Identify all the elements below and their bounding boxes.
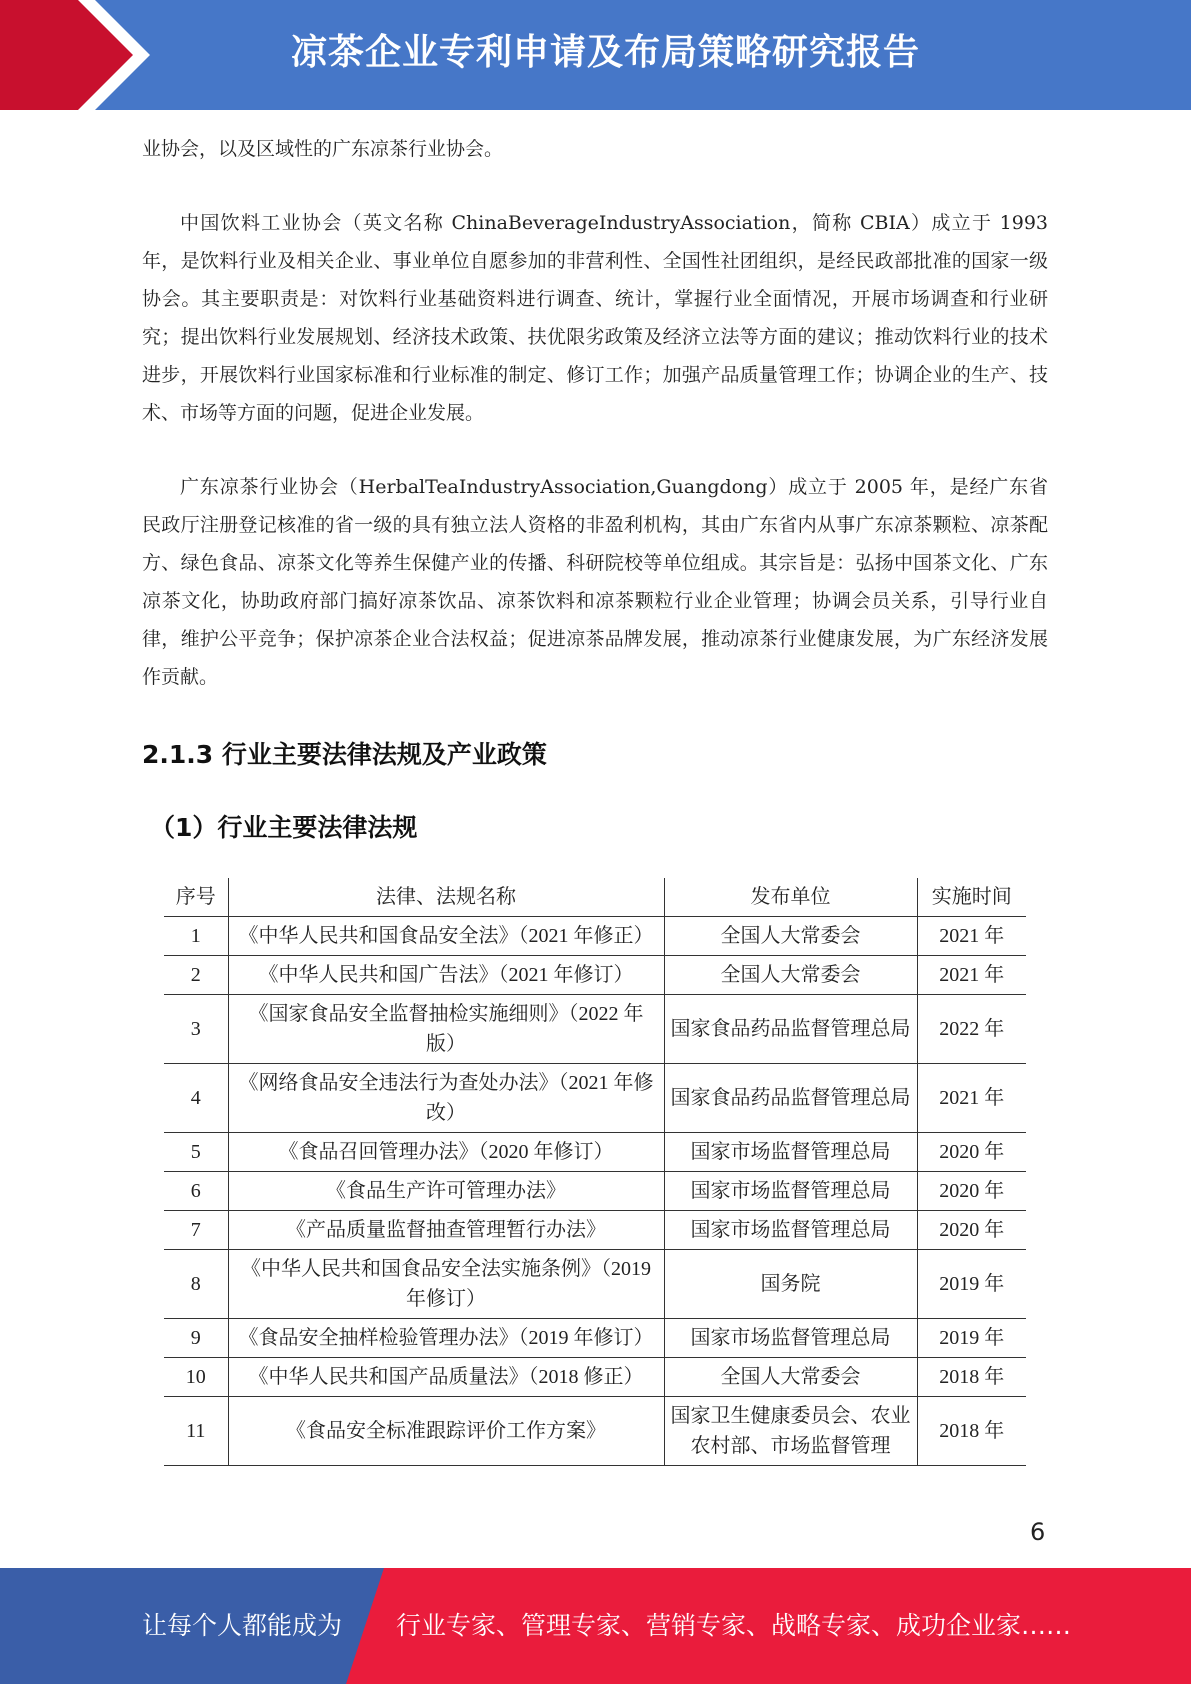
cell-issuer: 全国人大常委会 (664, 917, 917, 956)
cell-index: 1 (164, 917, 228, 956)
cell-date: 2018 年 (917, 1358, 1026, 1397)
cell-law-name: 《食品召回管理办法》（2020 年修订） (228, 1133, 664, 1172)
cell-index: 9 (164, 1319, 228, 1358)
cell-issuer: 国家市场监督管理总局 (664, 1319, 917, 1358)
cell-law-name: 《产品质量监督抽查管理暂行办法》 (228, 1211, 664, 1250)
cell-issuer: 国家市场监督管理总局 (664, 1211, 917, 1250)
cell-issuer: 全国人大常委会 (664, 1358, 917, 1397)
table-row (164, 1319, 1026, 1358)
header-index: 序号 (164, 878, 228, 917)
header-effective-date: 实施时间 (917, 878, 1026, 917)
page-footer (0, 1568, 1191, 1684)
cell-date: 2020 年 (917, 1172, 1026, 1211)
cell-issuer: 国家市场监督管理总局 (664, 1133, 917, 1172)
cell-law-name: 《食品生产许可管理办法》 (228, 1172, 664, 1211)
page-number: 6 (1030, 1518, 1046, 1546)
cell-law-name: 《国家食品安全监督抽检实施细则》（2022 年版） (228, 995, 664, 1064)
table-header-row (164, 878, 1026, 917)
cell-law-name: 《中华人民共和国广告法》（2021 年修订） (228, 956, 664, 995)
cell-index: 2 (164, 956, 228, 995)
cell-law-name: 《中华人民共和国食品安全法实施条例》（2019 年修订） (228, 1250, 664, 1319)
cell-issuer: 国家食品药品监督管理总局 (664, 995, 917, 1064)
cell-date: 2019 年 (917, 1319, 1026, 1358)
cell-issuer: 国家市场监督管理总局 (664, 1172, 917, 1211)
table-row (164, 1172, 1026, 1211)
cell-issuer: 国家食品药品监督管理总局 (664, 1064, 917, 1133)
paragraph-continuation: 业协会，以及区域性的广东凉茶行业协会。 (142, 138, 504, 160)
subsection-heading: （1）行业主要法律法规 (150, 813, 418, 842)
cell-index: 7 (164, 1211, 228, 1250)
cell-issuer: 全国人大常委会 (664, 956, 917, 995)
paragraph-guangdong-association: 广东凉茶行业协会（HerbalTeaIndustryAssociation,Guangdong）成立于 2005 年，是经广东省民政厅注册登记核准的省一级的具有独立法人资格的非盈利机构，其由广东省内从事广东凉茶颗粒、凉茶配方、绿色食品、凉茶文化等养生保健产业的传播、科研院校等单位组成。其宗旨是：弘扬中国茶文化、广东凉茶文化，协助政府部门搞好凉茶饮品、凉茶饮料和凉茶颗粒行业企业管理；协调会员关系，引导行业自律，维护公平竞争；保护凉茶企业合法权益；促进凉茶品牌发展，推动凉茶行业健康发展，为广东经济发展作贡献。 (142, 476, 1048, 688)
table-row (164, 1250, 1026, 1319)
page-header (0, 0, 1191, 110)
cell-law-name: 《食品安全抽样检验管理办法》（2019 年修订） (228, 1319, 664, 1358)
laws-table-container (164, 878, 1026, 1508)
report-title: 凉茶企业专利申请及布局策略研究报告 (290, 32, 920, 73)
table-row (164, 995, 1026, 1064)
cell-date: 2021 年 (917, 956, 1026, 995)
table-row (164, 1397, 1026, 1466)
table-row (164, 956, 1026, 995)
footer-slogan-right: 行业专家、管理专家、营销专家、战略专家、成功企业家…… (396, 1611, 1072, 1640)
table-row (164, 1358, 1026, 1397)
cell-index: 11 (164, 1397, 228, 1466)
cell-date: 2019 年 (917, 1250, 1026, 1319)
cell-date: 2018 年 (917, 1397, 1026, 1466)
table-row (164, 917, 1026, 956)
cell-issuer: 国家卫生健康委员会、农业农村部、市场监督管理 (664, 1397, 917, 1466)
cell-date: 2020 年 (917, 1211, 1026, 1250)
cell-index: 6 (164, 1172, 228, 1211)
cell-index: 8 (164, 1250, 228, 1319)
cell-issuer: 国务院 (664, 1250, 917, 1319)
cell-law-name: 《中华人民共和国食品安全法》（2021 年修正） (228, 917, 664, 956)
body-text (142, 130, 1048, 696)
section-heading: 2.1.3 行业主要法律法规及产业政策 (142, 740, 547, 769)
cell-law-name: 《食品安全标准跟踪评价工作方案》 (228, 1397, 664, 1466)
table-row (164, 1133, 1026, 1172)
cell-index: 4 (164, 1064, 228, 1133)
paragraph-cbia: 中国饮料工业协会（英文名称 ChinaBeverageIndustryAssociation，简称 CBIA）成立于 1993 年，是饮料行业及相关企业、事业单位自愿参加的非营利性、全国性社团组织，是经民政部批准的国家一级协会。其主要职责是：对饮料行业基础资料进行调查、统计，掌握行业全面情况，开展市场调查和行业研究；提出饮料行业发展规划、经济技术政策、扶优限劣政策及经济立法等方面的建议；推动饮料行业的技术进步，开展饮料行业国家标准和行业标准的制定、修订工作；加强产品质量管理工作；协调企业的生产、技术、市场等方面的问题，促进企业发展。 (142, 212, 1048, 424)
cell-index: 10 (164, 1358, 228, 1397)
header-law-name: 法律、法规名称 (228, 878, 664, 917)
cell-date: 2020 年 (917, 1133, 1026, 1172)
cell-index: 3 (164, 995, 228, 1064)
cell-date: 2021 年 (917, 917, 1026, 956)
table-row (164, 1064, 1026, 1133)
cell-law-name: 《中华人民共和国产品质量法》（2018 修正） (228, 1358, 664, 1397)
footer-slogan-left: 让每个人都能成为 (142, 1611, 343, 1640)
cell-date: 2021 年 (917, 1064, 1026, 1133)
laws-table (164, 878, 1026, 1466)
header-issuer: 发布单位 (664, 878, 917, 917)
cell-index: 5 (164, 1133, 228, 1172)
cell-date: 2022 年 (917, 995, 1026, 1064)
cell-law-name: 《网络食品安全违法行为查处办法》（2021 年修改） (228, 1064, 664, 1133)
table-row (164, 1211, 1026, 1250)
